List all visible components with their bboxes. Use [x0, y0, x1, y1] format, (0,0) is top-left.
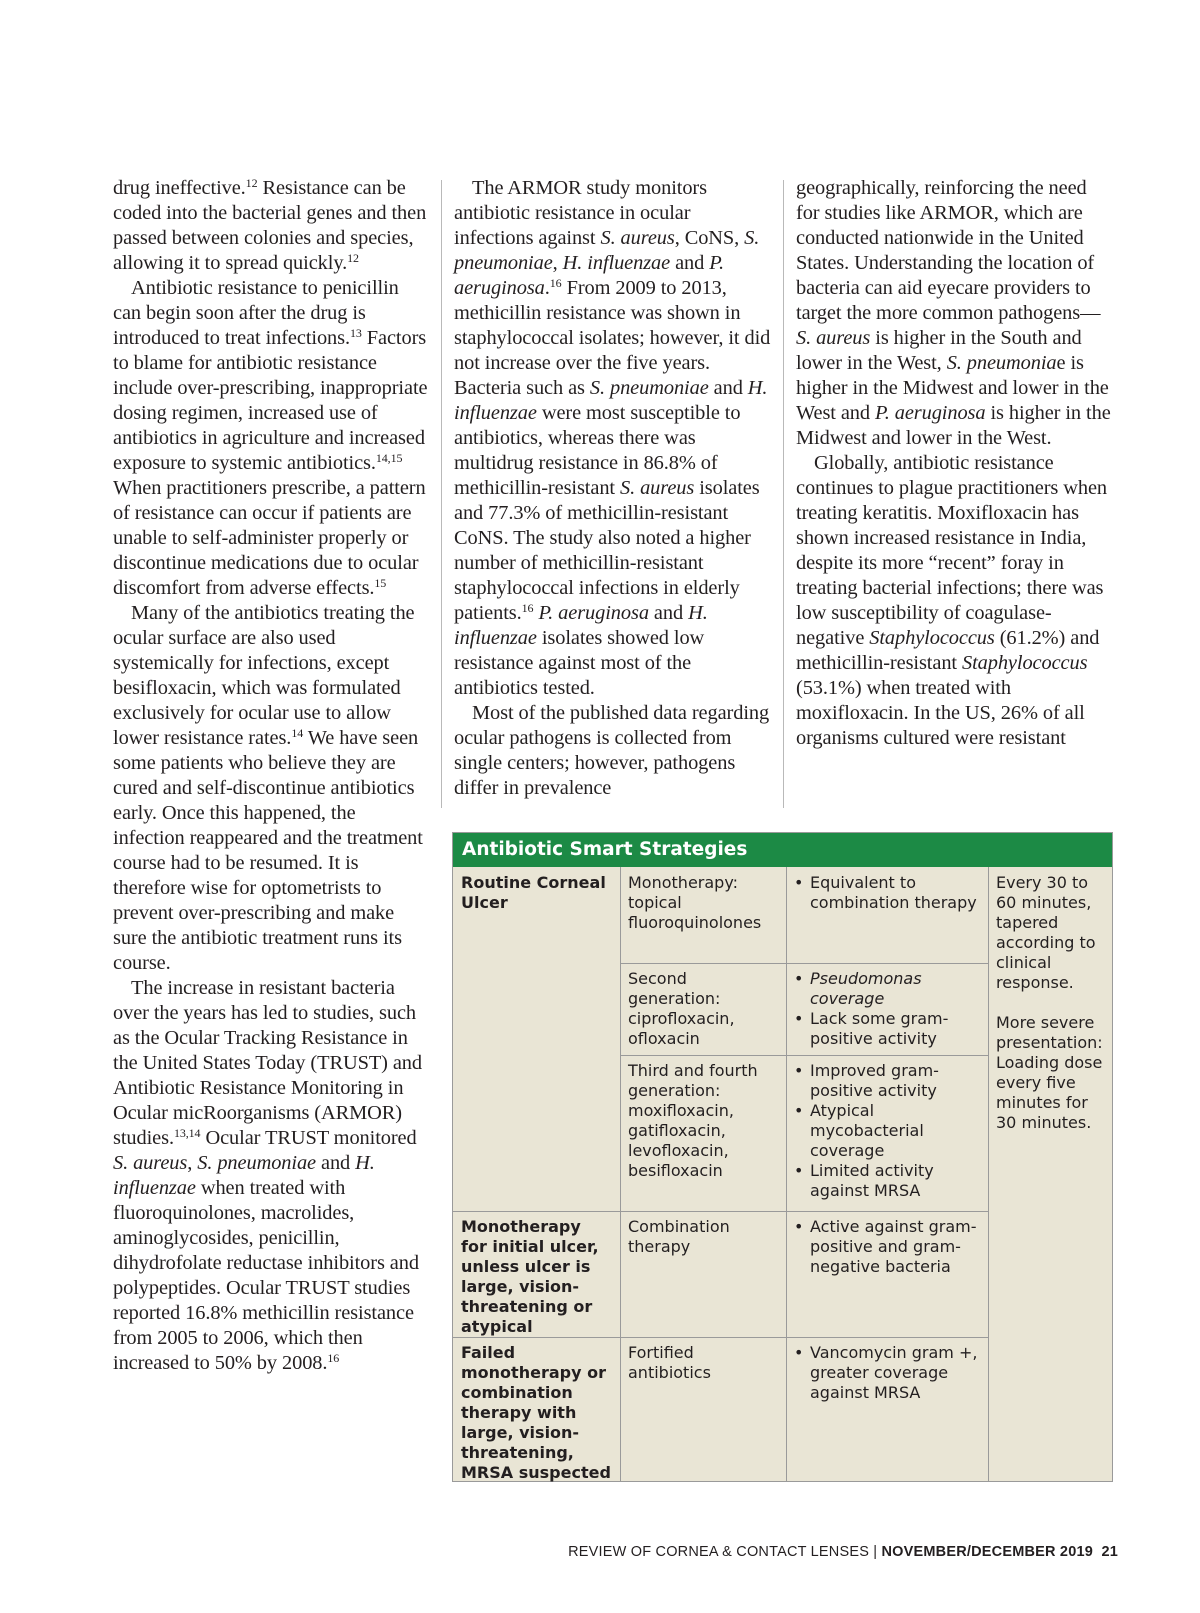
notes-cell [786, 1211, 988, 1283]
section-routine-corneal-ulcer: Routine Corneal Ulcer [461, 873, 606, 912]
paragraph: geographically, reinforcing the need for studies like ARMOR, which are conducted nationwide in the United States. Understanding the location of bacteria can aid eyecare providers to target the more common pathogens—S. aureus is higher in the South and lower in the West, S. pneumoniae is higher in the Midwest and lower in the West and P. aeruginosa is higher in the Midwest and lower in the West. [796, 177, 1111, 449]
journal-name: REVIEW OF CORNEA & CONTACT LENSES [568, 1544, 870, 1560]
note-item: • Pseudomonas coverage [794, 969, 980, 1009]
page-number: 21 [1101, 1544, 1118, 1560]
therapy-cell: Monotherapy: topical fluoroquinolones [628, 873, 762, 932]
article-column-1 [113, 176, 429, 1376]
article-column-2 [454, 176, 772, 801]
notes-cell [786, 1055, 988, 1207]
paragraph: Globally, antibiotic resistance continues to plague practitioners when treating keratitis. Moxifloxacin has shown increased resistance in India, despite its more “recent” foray in treating bacterial infections; there was low susceptibility of coagulase-negative Staphylococcus (61.2%) and methicillin-resistant Staphylococcus (53.1%) when treated with moxifloxacin. In the US, 26% of all organisms cultured were resistant [796, 452, 1108, 749]
note-item: • Atypical mycobacterial coverage [794, 1101, 980, 1161]
therapy-cell: Third and fourth generation: moxifloxacin, gatifloxacin, levofloxacin, besifloxacin [628, 1061, 758, 1180]
note-item: • Lack some gram-positive activity [794, 1009, 980, 1049]
note-item: • Active against gram-positive and gram-negative bacteria [794, 1217, 980, 1277]
paragraph: drug ineffective.$^{12}$ Resistance can be coded into the bacterial genes and then passed between colonies and species, allowing it to spread quickly.$^{12}$ [113, 176, 427, 274]
footer-separator: | [869, 1544, 882, 1560]
article-column-3 [796, 176, 1114, 751]
strategies-sidebar-table [452, 832, 1113, 1482]
sidebar-title: Antibiotic Smart Strategies [453, 833, 1112, 867]
notes-cell [786, 1337, 988, 1409]
paragraph: Most of the published data regarding ocular pathogens is collected from single centers; however, pathogens differ in prevalence [454, 702, 770, 799]
paragraph: Many of the antibiotics treating the ocular surface are also used systemically for infections, except besifloxacin, which was formulated exclusively for ocular use to allow lower resistance rates.$^{14}$ We have seen some patients who believe they are cured and self-discontinue antibiotics early. Once this happened, the infection reappeared and the treatment course had to be resumed. It is therefore wise for optometrists to prevent over-prescribing and make sure the antibiotic treatment runs its course. [113, 602, 423, 974]
paragraph: Antibiotic resistance to penicillin can begin soon after the drug is introduced to treat infections.$^{13}$ Factors to blame for antibiotic resistance include over-prescribing, inappropriate dosing regimen, increased use of antibiotics in agriculture and increased exposure to systemic antibiotics.$^{14,15}$ When practitioners prescribe, a pattern of resistance can occur if patients are unable to self-administer properly or discontinue medications due to ocular discomfort from adverse effects.$^{15}$ [113, 277, 428, 599]
issue-date: NOVEMBER/DECEMBER 2019 [881, 1544, 1093, 1560]
column-divider [783, 180, 784, 808]
section-monotherapy-initial-ulcer: Monotherapy for initial ulcer, unless ulcer is large, vision-threatening or atypical [461, 1217, 599, 1336]
therapy-cell: Second generation: ciprofloxacin, ofloxacin [628, 969, 735, 1048]
notes-cell [786, 867, 988, 919]
dosing-severe: More severe presentation: Loading dose every five minutes for 30 minutes. [996, 1013, 1103, 1132]
paragraph: The increase in resistant bacteria over the years has led to studies, such as the Ocular Tracking Resistance in the United States Today (TRUST) and Antibiotic Resistance Monitoring in Ocular micRoorganisms (ARMOR) studies.$^{13,14}$ Ocular TRUST monitored S. aureus, S. pneumoniae and H. influenzae when treated with fluoroquinolones, macrolides, aminoglycosides, penicillin, dihydrofolate reductase inhibitors and polypeptides. Ocular TRUST studies reported 16.8% methicillin resistance from 2005 to 2006, which then increased to 50% by 2008.16 [113, 977, 422, 1374]
therapy-cell: Fortified antibiotics [628, 1343, 711, 1382]
notes-cell [786, 963, 988, 1055]
note-item: • Vancomycin gram +, greater coverage against MRSA [794, 1343, 980, 1403]
note-item: • Equivalent to combination therapy [794, 873, 980, 913]
dosing-cell [988, 867, 1114, 1139]
dosing-routine: Every 30 to 60 minutes, tapered according to clinical response. [996, 873, 1096, 992]
paragraph: The ARMOR study monitors antibiotic resistance in ocular infections against S. aureus, CoNS, S. pneumoniae, H. influenzae and P. aeruginosa.$^{16}$ From 2009 to 2013, methicillin resistance was shown in staphylococcal isolates; however, it did not increase over the five years. Bacteria such as S. pneumoniae and H. influenzae were most susceptible to antibiotics, whereas there was multidrug resistance in 86.8% of methicillin-resistant S. aureus isolates and 77.3% of methicillin-resistant CoNS. The study also noted a higher number of methicillin-resistant staphylococcal infections in elderly patients.$^{16}$ P. aeruginosa and H. influenzae isolates showed low resistance against most of the antibiotics tested. [454, 177, 771, 699]
page-footer [568, 1544, 1118, 1560]
note-item: • Improved gram-positive activity [794, 1061, 980, 1101]
section-failed-monotherapy: Failed monotherapy or combination therapy with large, vision-threatening, MRSA suspected [461, 1343, 611, 1482]
note-item: • Limited activity against MRSA [794, 1161, 980, 1201]
column-divider [441, 180, 442, 808]
therapy-cell: Combination therapy [628, 1217, 730, 1256]
